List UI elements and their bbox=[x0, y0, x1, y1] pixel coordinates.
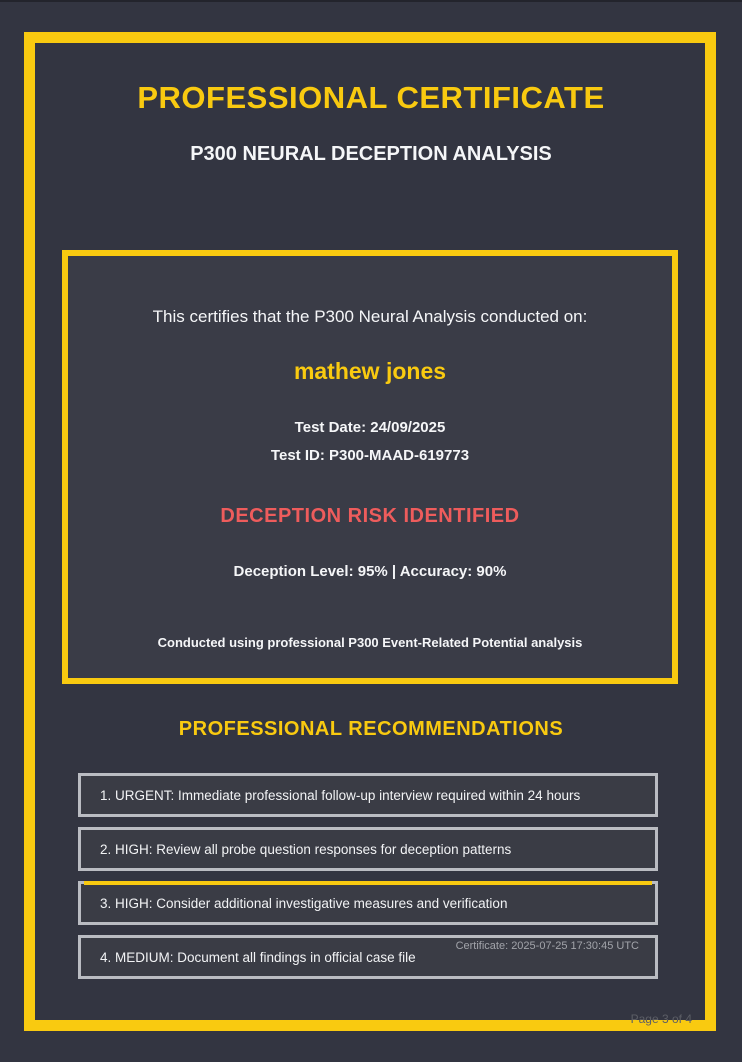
certificate-panel bbox=[62, 250, 678, 684]
subject-name: mathew jones bbox=[293, 358, 447, 384]
recommendation-item-3 bbox=[78, 881, 658, 925]
recommendation-item-1 bbox=[78, 773, 658, 817]
recommendation-item-2 bbox=[78, 827, 658, 871]
recommendation-text: 1. URGENT: Immediate professional follow-up interview required within 24 hours bbox=[100, 787, 581, 803]
metrics-text: Deception Level: 95% | Accuracy: 90% bbox=[233, 563, 507, 580]
page-subtitle: P300 NEURAL DECEPTION ANALYSIS bbox=[190, 143, 552, 165]
window-top-edge bbox=[0, 0, 742, 2]
page-number: Page 3 of 4 bbox=[630, 1012, 692, 1026]
recommendation-text: 4. MEDIUM: Document all findings in official case file bbox=[100, 949, 416, 965]
recommendation-text: 3. HIGH: Consider additional investigative measures and verification bbox=[100, 895, 508, 911]
method-note: Conducted using professional P300 Event-Related Potential analysis bbox=[157, 635, 583, 650]
recommendations-list bbox=[78, 773, 658, 989]
test-date: Test Date: 24/09/2025 bbox=[294, 419, 446, 436]
highlight-strip bbox=[84, 881, 652, 885]
recommendation-item-4 bbox=[78, 935, 658, 979]
verdict-text: DECEPTION RISK IDENTIFIED bbox=[220, 505, 520, 527]
certify-statement: This certifies that the P300 Neural Analysis conducted on: bbox=[152, 307, 588, 326]
test-id: Test ID: P300-MAAD-619773 bbox=[270, 447, 470, 464]
recommendations-heading: PROFESSIONAL RECOMMENDATIONS bbox=[178, 718, 564, 740]
certificate-timestamp: Certificate: 2025-07-25 17:30:45 UTC bbox=[455, 940, 639, 952]
recommendation-text: 2. HIGH: Review all probe question responses for deception patterns bbox=[100, 841, 512, 857]
page-title: PROFESSIONAL CERTIFICATE bbox=[137, 80, 605, 115]
